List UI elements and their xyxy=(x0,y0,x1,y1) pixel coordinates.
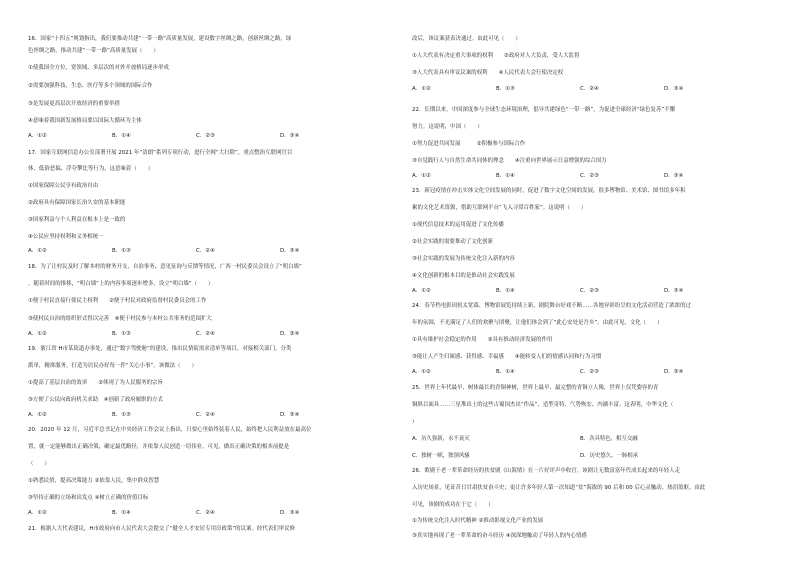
q21-option-3-4: ③人大代表具有审议议案的权利 ④人民代表大会行使决定权 xyxy=(412,70,564,76)
q24-line-1: 24．春节档电影因扭太宽幕、博物馆展览持续上新、剧院舞台好戏不断……各地异彩纷呈的文化活动营造了浓浓的过 xyxy=(412,303,691,309)
q21-choice-a[interactable]: A．①② xyxy=(412,86,431,92)
q17-option-2: ②政府具有保障国家长治久安的基本职能 xyxy=(28,200,126,206)
q26-line-2: 入历史场景，见证昔日甘肃扶贫奋斗史；更让许多年轻人第一次知道“贫”海拔的 90 后和 00 后心灵触动、热泪盈眶。由此 xyxy=(412,485,706,491)
q22-choice-c[interactable]: C．②③ xyxy=(580,173,599,179)
q17-choice-c[interactable]: C．②④ xyxy=(196,248,215,254)
q21-line-1: 21．根据人大代表建议，H市政府向市人民代表大会提交了“健全人才安居专用房政策”的议案。经代表们审议修 xyxy=(28,526,296,532)
q19-line-1: 19．浙江省 H市某街道办事处，通过“数字驾驶舱”的建设，推出民情街需求清单等项目，对接相关部门，分类 xyxy=(28,346,292,352)
q16-option-1: ①使我国全方位、宽领域、多层次的对外开放格局逐步形成 xyxy=(28,65,169,71)
q19-option-1-2: ①提高了基层自治的效率 ②体现了为人民服务的宗旨 xyxy=(28,380,163,386)
q20-option-1-2: ①熟悉民情，提高决策能力 ②依靠人民，集中群众智慧 xyxy=(28,478,160,484)
q18-choice-a[interactable]: A．①② xyxy=(28,331,47,337)
q26-option-3-4: ③真实地再现了老一辈革命的奋斗经历 ④深深地触动了年轻人的内心情感 xyxy=(412,533,587,539)
q24-line-2: 年的氛围，不光满足了人们的欢聚与团聚，让他们体会到了“此心安处是吾乡”。由此可见，文化（ ） xyxy=(412,320,663,326)
q16-option-4: ④意味着我国新发展格局要以国际大循环为主体 xyxy=(28,118,142,124)
q26-option-1-2: ①为传统文化注入时代精神 ②推动影视文化产业的发展 xyxy=(412,518,544,524)
q20-line-2: 置，就一定能够做出正确决策，确定最优路径，并依靠人民创造一切伟业。可见，做出正确决策的根本前提是 xyxy=(28,444,290,450)
q23-option-3: ③社会实践的发展为传统文化注入新的内容 xyxy=(412,256,515,262)
q23-line-1: 23．新冠疫情在冲击实体文化空间发展的同时，促进了数字文化空间的发展，很多博物馆、美术馆、图书馆多年积 xyxy=(412,188,686,194)
q24-option-1-2: ①具有维护社会稳定的作用 ②具有推动经济发展的作用 xyxy=(412,337,553,343)
q24-choice-d[interactable]: D．③④ xyxy=(664,369,684,375)
q24-option-3-4: ③能让人产生归属感、获得感、幸福感 ④能转变人们的情感认同和行为习惯 xyxy=(412,354,602,360)
q23-choice-b[interactable]: B．①④ xyxy=(496,288,515,294)
q24-choice-c[interactable]: C．②③ xyxy=(580,369,599,375)
q16-option-2: ②需要加强科技、生态、医疗等多个领域的国际合作 xyxy=(28,83,153,89)
q17-line-2: 体、低俗恶搞、浮夸攀比等行为。这意味着（ ） xyxy=(28,166,154,172)
q26-line-3: 可见，该剧的成功在于它（ ） xyxy=(412,502,494,508)
q25-choice-b[interactable]: B．各具特色，相互交融 xyxy=(580,436,638,442)
q25-line-3: ） xyxy=(412,419,418,425)
q23-option-4: ④文化创新的根本目的是推动社会实践发展 xyxy=(412,273,515,279)
q22-option-3-4: ③自觉践行人与自然生命共同体的理念 ④注重向世界展示日益增强的综合国力 xyxy=(412,158,607,164)
q25-line-2: 铜纵目面具……三星堆出土的这些古蜀国杰出“作品”，造型奇特、气势恢宏、内涵丰富。这表明，中华文化（ xyxy=(412,402,674,408)
q25-choice-c[interactable]: C．独树一帜，独领风骚 xyxy=(412,453,470,459)
q18-choice-d[interactable]: D．③④ xyxy=(280,331,300,337)
q23-choice-a[interactable]: A．①② xyxy=(412,288,431,294)
q16-choice-c[interactable]: C．②③ xyxy=(196,133,215,139)
q16-choice-d[interactable]: D．③④ xyxy=(280,133,300,139)
q20-choice-b[interactable]: B．①④ xyxy=(112,510,131,516)
q24-choice-b[interactable]: B．①④ xyxy=(496,369,515,375)
q17-option-4: ④公民应坚持权利和义务相统一 xyxy=(28,234,104,240)
q19-choice-c[interactable]: C．②④ xyxy=(196,412,215,418)
q20-choice-c[interactable]: C．②④ xyxy=(196,510,215,516)
q18-option-1-2: ①便于村民直接行使民主权利 ②便于村民对政府监督村民委员会的工作 xyxy=(28,298,207,304)
q19-line-2: 派单，精准服务，打造为居民办好每一件“关心小事”。该做法（ ） xyxy=(28,363,197,369)
q17-option-3: ③国家利益与个人利益在根本上是一致的 xyxy=(28,217,126,223)
q21-line-2: 改后，该议案获表决通过。由此可见（ ） xyxy=(412,36,521,42)
q23-choice-d[interactable]: D．③④ xyxy=(664,288,684,294)
q19-option-3-4: ③方便了公民向政府机关求助 ④创新了政府履职的方式 xyxy=(28,397,163,403)
q21-choice-d[interactable]: D．③④ xyxy=(664,86,684,92)
q20-line-1: 20．2020 年 12 月，习近平总书记在中央经济工作会议上指出，只要心里始终装着人民，始终把人民利益放在最高位 xyxy=(28,427,312,433)
q25-choice-a[interactable]: A．历久弥新，永不衰灭 xyxy=(412,436,470,442)
q16-choice-a[interactable]: A．①② xyxy=(28,133,47,139)
q17-choice-d[interactable]: D．③④ xyxy=(280,248,300,254)
q22-option-1-2: ①努力促进共同发展 ②积极参与国际合作 xyxy=(412,141,526,147)
q25-choice-d[interactable]: D．历史悠久，一脉相承 xyxy=(580,453,639,459)
q21-option-1-2: ①人大代表有决定重大事项的权利 ②政府对人大负责，受人大监督 xyxy=(412,53,580,59)
q22-line-2: 努力。这说明，中国（ ） xyxy=(412,124,483,130)
q16-choice-b[interactable]: B．①④ xyxy=(112,133,131,139)
q24-choice-a[interactable]: A．①② xyxy=(412,369,431,375)
q22-choice-d[interactable]: D．③④ xyxy=(664,173,684,179)
q19-choice-a[interactable]: A．①② xyxy=(28,412,47,418)
q20-line-3: （ ） xyxy=(28,461,50,467)
q26-line-1: 26．歌剧于老一辈革命经历的扶贫剧《山海情》在一片好评声中收官。该剧让无数富富年代成长起来的年轻人走 xyxy=(412,468,681,474)
q17-option-1: ①国家保障公民享有政治自由 xyxy=(28,183,99,189)
q18-line-1: 18．为了让村民及时了解本村的财务开支、自治事务、意见征询与反馈等情况，广西一村民委员会设立了“明白墙” xyxy=(28,264,302,270)
q21-choice-b[interactable]: B．①③ xyxy=(496,86,515,92)
q25-line-1: 25．世界上年代最早、树体最长的青铜神树，世界上最早、最完整的青铜立人像，世界上仅凭姿容的青 xyxy=(412,385,659,391)
q18-choice-c[interactable]: C．②④ xyxy=(196,331,215,337)
q17-line-1: 17．国家互联网信息办公室部署开展 2021 年“清朗”系列专项行动，进行全网“大扫除”，重点整治互联网官目 xyxy=(28,150,293,156)
q18-option-3-4: ③使村民自治的组织形式得以完善 ④便于村民参与本村公共事务的范围扩大 xyxy=(28,316,212,322)
exam-page xyxy=(28,36,772,539)
q16-option-3: ③是发展更高层次开放经济的重要举措 xyxy=(28,101,120,107)
q23-option-1: ①现代信息技术的运用促进了文化传播 xyxy=(412,222,504,228)
q20-choice-a[interactable]: A．①② xyxy=(28,510,47,516)
q22-choice-a[interactable]: A．①② xyxy=(412,173,431,179)
q22-line-1: 22．长期以来，中国深度参与全球生态环境治理，倡导共建绿色“一带一路”，为促进全球经济“绿色复苏”不懈 xyxy=(412,107,676,113)
q16-line-2: 色丝绸之路。推动共建“一带一路”高质量发展（ ） xyxy=(28,48,159,54)
q17-choice-b[interactable]: B．①③ xyxy=(112,248,131,254)
q21-choice-c[interactable]: C．②④ xyxy=(580,86,599,92)
q20-choice-d[interactable]: D．③④ xyxy=(280,510,300,516)
q20-option-3-4: ③坚持正确的立场和出发点 ④树立正确的价值目标 xyxy=(28,495,149,501)
q16-line-1: 16．国家“十四五”规划指出，我们要推动共建“一带一路”高质量发展，建设数字丝绸之路，创新丝绸之路，绿 xyxy=(28,36,292,42)
q23-option-2: ②社会实践的需要推动了文化创新 xyxy=(412,239,494,245)
q19-choice-b[interactable]: B．①③ xyxy=(112,412,131,418)
q19-choice-d[interactable]: D．③④ xyxy=(280,412,300,418)
q18-choice-b[interactable]: B．①③ xyxy=(112,331,131,337)
q23-choice-c[interactable]: C．②③ xyxy=(580,288,599,294)
q22-choice-b[interactable]: B．①④ xyxy=(496,173,515,179)
q18-line-2: 。随着时间的推移，“明白墙”上的内容事项逐步增多，设立“明白墙”（ ） xyxy=(28,281,214,287)
q23-line-2: 累的文化艺术资源，借助互联网平台“飞入寻常百姓家”。这说明（ ） xyxy=(412,205,587,211)
q17-choice-a[interactable]: A．①② xyxy=(28,248,47,254)
